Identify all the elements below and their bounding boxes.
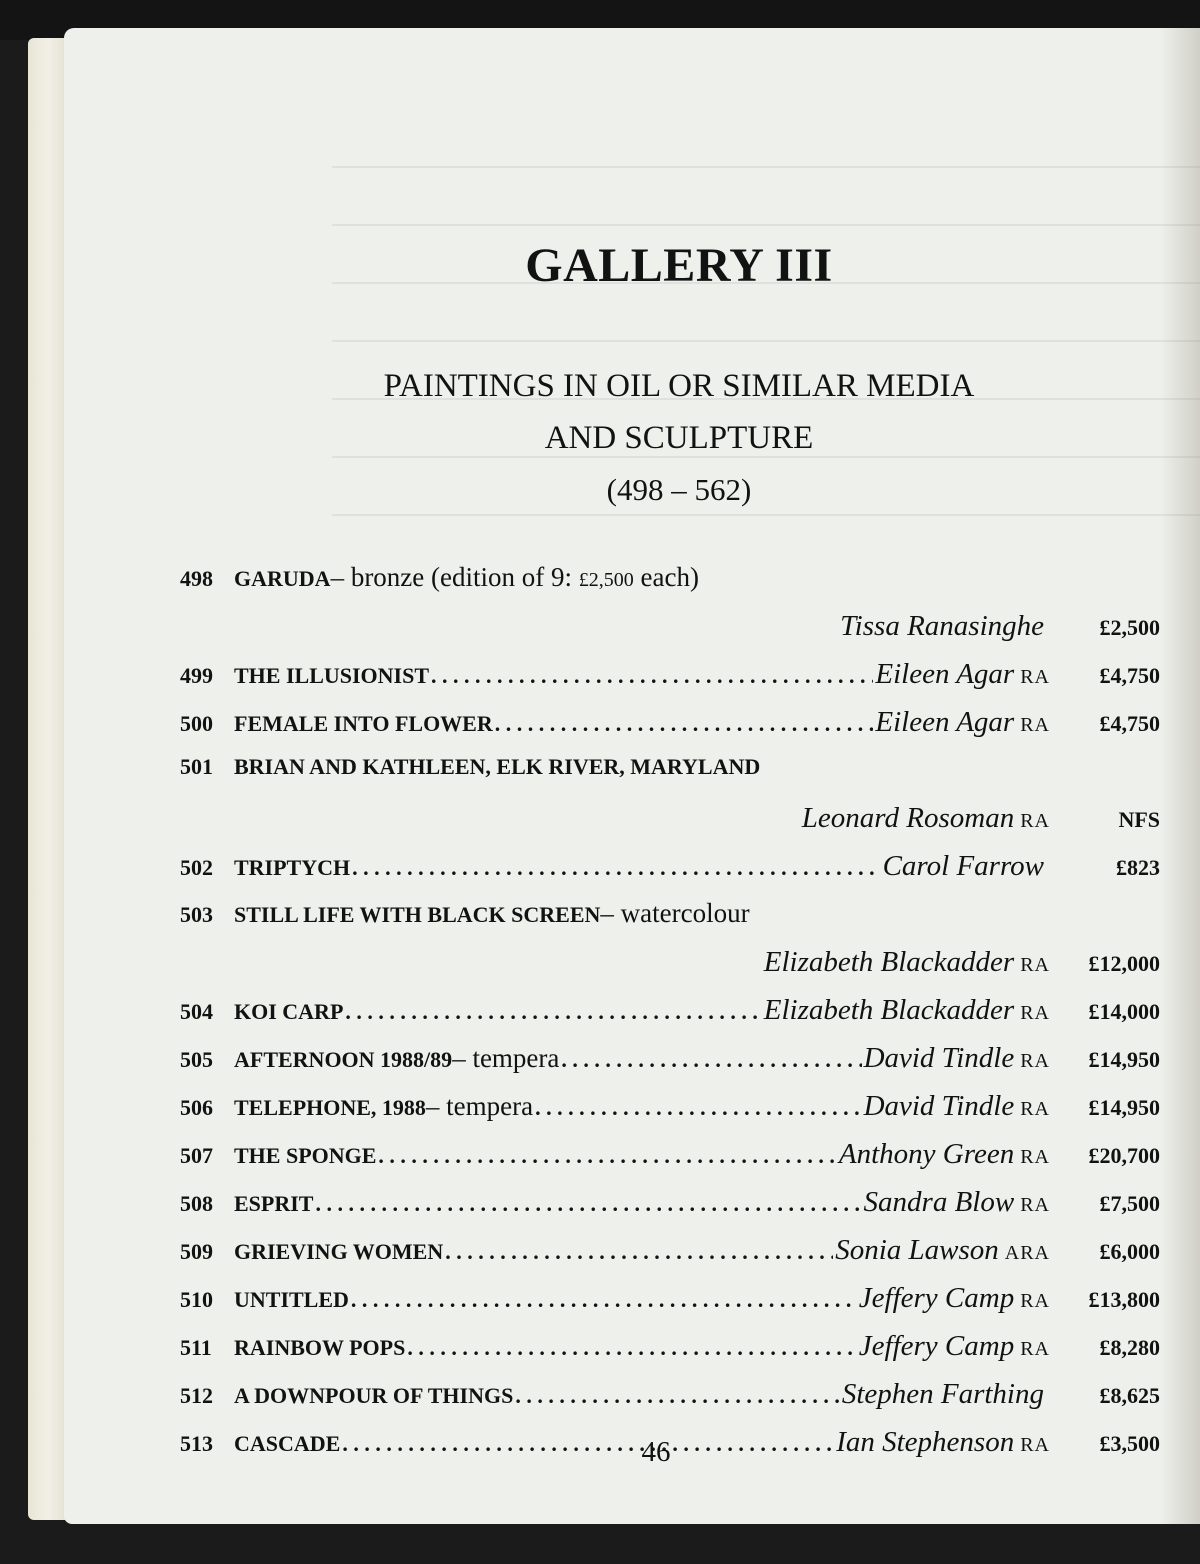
entry-title: TELEPHONE, 1988 — [234, 1095, 426, 1120]
entry-502 — [180, 850, 1160, 898]
leader-dots — [535, 1095, 861, 1121]
artist-name: Tissa Ranasinghe — [840, 610, 1044, 642]
entry-number: 510 — [180, 1287, 213, 1312]
entry-number: 507 — [180, 1143, 213, 1168]
entry-price: £13,800 — [1088, 1287, 1160, 1312]
artist-name: Jeffery Camp — [858, 1282, 1015, 1314]
artist-honour: RA — [1020, 1098, 1050, 1120]
catalogue-entries — [180, 562, 1160, 1474]
artist-cell — [690, 802, 1050, 835]
entry-title: STILL LIFE WITH BLACK SCREEN — [234, 902, 601, 927]
entry-title: A DOWNPOUR OF THINGS — [234, 1383, 514, 1408]
leader-dots — [445, 1239, 833, 1265]
artist-name: Stephen Farthing — [841, 1378, 1044, 1410]
leader-dots — [378, 1143, 836, 1169]
entry-price: £20,700 — [1088, 1143, 1160, 1168]
entry-number: 509 — [180, 1239, 213, 1264]
entry-price: £8,280 — [1099, 1335, 1160, 1360]
artist-name: David Tindle — [863, 1090, 1015, 1122]
artist-cell — [690, 946, 1050, 979]
artist-honour: RA — [1020, 810, 1050, 832]
entry-title: KOI CARP — [234, 999, 344, 1024]
artist-name: Jeffery Camp — [858, 1330, 1015, 1362]
entry-price: £823 — [1116, 855, 1160, 880]
entry-504 — [180, 994, 1160, 1042]
entry-number: 511 — [180, 1335, 212, 1360]
entry-title: UNTITLED — [234, 1287, 349, 1312]
entry-title: AFTERNOON 1988/89 — [234, 1047, 453, 1072]
entry-number: 501 — [180, 754, 213, 779]
entry-number: 498 — [180, 566, 213, 591]
artist-cell — [690, 610, 1050, 643]
entry-medium: – tempera — [452, 1043, 560, 1073]
section-subtitle-line2: AND SCULPTURE — [544, 420, 814, 456]
catalogue-number-range: (498 – 562) — [606, 472, 752, 507]
leader-dots — [495, 711, 874, 737]
entry-title: BRIAN AND KATHLEEN, ELK RIVER, MARYLAND — [234, 754, 761, 779]
entry-price: £14,950 — [1088, 1095, 1160, 1120]
leader-dots — [351, 1287, 857, 1313]
artist-honour: RA — [1020, 1194, 1050, 1216]
artist-name: Eileen Agar — [875, 706, 1015, 738]
entry-505 — [180, 1042, 1160, 1090]
entry-title: THE ILLUSIONIST — [234, 663, 430, 688]
entry-499 — [180, 658, 1160, 706]
entry-503-title-line — [180, 898, 1160, 946]
entry-price: £7,500 — [1099, 1191, 1160, 1216]
leader-dots — [407, 1335, 856, 1361]
artist-honour: RA — [1020, 1338, 1050, 1360]
artist-name: Sandra Blow — [863, 1186, 1015, 1218]
entry-price: NFS — [1118, 807, 1160, 832]
entry-price: £6,000 — [1099, 1239, 1160, 1264]
entry-price: £8,625 — [1099, 1383, 1160, 1408]
entry-price: £12,000 — [1088, 951, 1160, 976]
artist-honour: RA — [1020, 1146, 1050, 1168]
leader-dots — [561, 1047, 861, 1073]
entry-498-title-line — [180, 562, 1160, 610]
leader-dots — [315, 1191, 861, 1217]
artist-honour: RA — [1020, 1050, 1050, 1072]
entry-500 — [180, 706, 1160, 754]
entry-title: GRIEVING WOMEN — [234, 1239, 444, 1264]
section-subtitle-line1: PAINTINGS IN OIL OR SIMILAR MEDIA — [383, 368, 975, 404]
entry-medium: – watercolour — [600, 898, 750, 928]
artist-name: Eileen Agar — [875, 658, 1015, 690]
entry-number: 500 — [180, 711, 213, 736]
leader-dots — [515, 1383, 840, 1409]
artist-name: Sonia Lawson — [835, 1234, 999, 1266]
page-number: 46 — [641, 1436, 671, 1468]
entry-508 — [180, 1186, 1160, 1234]
leader-dots — [352, 855, 880, 881]
entry-title: CASCADE — [234, 1431, 341, 1456]
entry-501-artist-line — [180, 802, 1160, 850]
entry-price: £14,950 — [1088, 1047, 1160, 1072]
artist-honour: RA — [1020, 666, 1050, 688]
entry-number: 504 — [180, 999, 213, 1024]
artist-name: Anthony Green — [838, 1138, 1015, 1170]
entry-511 — [180, 1330, 1160, 1378]
entry-price: £4,750 — [1099, 711, 1160, 736]
entry-medium: – bronze (edition of 9: £2,500 each) — [330, 562, 699, 592]
artist-honour: RA — [1020, 1002, 1050, 1024]
page-title: GALLERY III — [525, 239, 833, 292]
artist-name: David Tindle — [863, 1042, 1015, 1074]
entry-price: £14,000 — [1088, 999, 1160, 1024]
entry-503-artist-line — [180, 946, 1160, 994]
catalogue-page — [64, 28, 1200, 1524]
entry-price: £4,750 — [1099, 663, 1160, 688]
leader-dots — [431, 663, 873, 689]
leader-dots — [345, 999, 761, 1025]
entry-509 — [180, 1234, 1160, 1282]
entry-title: RAINBOW POPS — [234, 1335, 406, 1360]
entry-498-artist-line — [180, 610, 1160, 658]
entry-number: 513 — [180, 1431, 213, 1456]
entry-512 — [180, 1378, 1160, 1426]
artist-honour: RA — [1020, 1434, 1050, 1456]
entry-number: 505 — [180, 1047, 213, 1072]
entry-title: FEMALE INTO FLOWER — [234, 711, 493, 736]
artist-name: Carol Farrow — [882, 850, 1044, 882]
entry-number: 508 — [180, 1191, 213, 1216]
entry-title: THE SPONGE — [234, 1143, 377, 1168]
entry-501-title-line — [180, 754, 1160, 802]
entry-price: £3,500 — [1099, 1431, 1160, 1456]
entry-medium: – tempera — [425, 1091, 534, 1121]
entry-507 — [180, 1138, 1160, 1186]
artist-name: Elizabeth Blackadder — [763, 994, 1015, 1026]
artist-name: Ian Stephenson — [836, 1426, 1015, 1458]
artist-honour: ARA — [1004, 1242, 1050, 1264]
artist-name: Elizabeth Blackadder — [763, 946, 1015, 978]
entry-title: GARUDA — [234, 566, 331, 591]
artist-honour: RA — [1020, 714, 1050, 736]
entry-506 — [180, 1090, 1160, 1138]
entry-number: 502 — [180, 855, 213, 880]
entry-number: 506 — [180, 1095, 213, 1120]
entry-number: 512 — [180, 1383, 213, 1408]
artist-honour: RA — [1020, 1290, 1050, 1312]
entry-number: 499 — [180, 663, 213, 688]
entry-price: £2,500 — [1099, 615, 1160, 640]
entry-510 — [180, 1282, 1160, 1330]
artist-honour: RA — [1020, 954, 1050, 976]
entry-number: 503 — [180, 902, 213, 927]
artist-name: Leonard Rosoman — [801, 802, 1015, 834]
entry-title: TRIPTYCH — [234, 855, 351, 880]
edition-price: £2,500 — [578, 569, 634, 591]
entry-title: ESPRIT — [234, 1191, 314, 1216]
